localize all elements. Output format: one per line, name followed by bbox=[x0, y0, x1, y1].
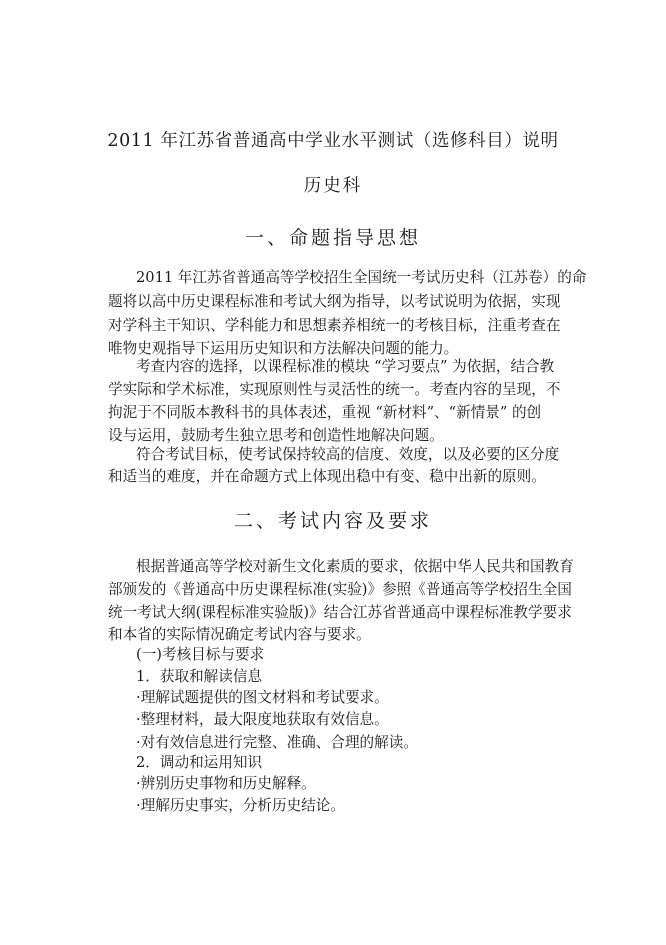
paragraph-line: 符合考试目标，使考试保持较高的信度、效度，以及必要的区分度 bbox=[136, 446, 560, 463]
list-item-heading: 1．获取和解读信息 bbox=[136, 668, 263, 685]
paragraph-line: 和适当的难度，并在命题方式上体现出稳中有变、稳中出新的原则。 bbox=[108, 468, 546, 485]
paragraph-line: 拘泥于不同版本教科书的具体表述，重视 “新材料”、“新情景” 的创 bbox=[108, 404, 542, 421]
paragraph-line: 唯物史观指导下运用历史知识和方法解决问题的能力。 bbox=[108, 340, 459, 357]
paragraph-line: 根据普通高等学校对新生文化素质的要求，依据中华人民共和国教育 bbox=[136, 558, 574, 575]
list-item: ·辨别历史事物和历史解释。 bbox=[136, 775, 316, 792]
paragraph-line: 2011 年江苏省普通高等学校招生全国统一考试历史科（江苏卷）的命 bbox=[136, 269, 587, 286]
list-item: ·整理材料，最大限度地获取有效信息。 bbox=[136, 711, 389, 728]
paragraph-line: 对学科主干知识、学科能力和思想素养相统一的考核目标，注重考查在 bbox=[108, 317, 561, 334]
section-heading-1: 一、命题指导思想 bbox=[244, 227, 421, 249]
document-subject: 历史科 bbox=[303, 176, 363, 196]
list-item: ·理解历史事实，分析历史结论。 bbox=[136, 797, 345, 814]
list-item-heading: 2．调动和运用知识 bbox=[136, 754, 263, 771]
paragraph-line: 考查内容的选择，以课程标准的模块 “学习要点” 为依据，结合教 bbox=[136, 358, 555, 375]
list-item: ·对有效信息进行完整、准确、合理的解读。 bbox=[136, 734, 418, 751]
subsection-heading: (一)考核目标与要求 bbox=[136, 646, 265, 663]
section-heading-2: 二、考试内容及要求 bbox=[233, 510, 432, 532]
paragraph-line: 统一考试大纲(课程标准实验版)》结合江苏省普通高中课程标准教学要求 bbox=[108, 604, 572, 621]
paragraph-line: 部颁发的《普通高中历史课程标准(实验)》参照《普通高等学校招生全国 bbox=[108, 581, 572, 598]
paragraph-line: 设与运用，鼓励考生独立思考和创造性地解决问题。 bbox=[108, 427, 444, 444]
paragraph-line: 学实际和学术标准，实现原则性与灵活性的统一。考查内容的呈现，不 bbox=[108, 381, 561, 398]
document-title: 2011 年江苏省普通高中学业水平测试（选修科目）说明 bbox=[107, 131, 559, 151]
paragraph-line: 题将以高中历史课程标准和考试大纲为指导，以考试说明为依据，实现 bbox=[108, 293, 561, 310]
paragraph-line: 和本省的实际情况确定考试内容与要求。 bbox=[108, 626, 371, 643]
list-item: ·理解试题提供的图文材料和考试要求。 bbox=[136, 689, 389, 706]
